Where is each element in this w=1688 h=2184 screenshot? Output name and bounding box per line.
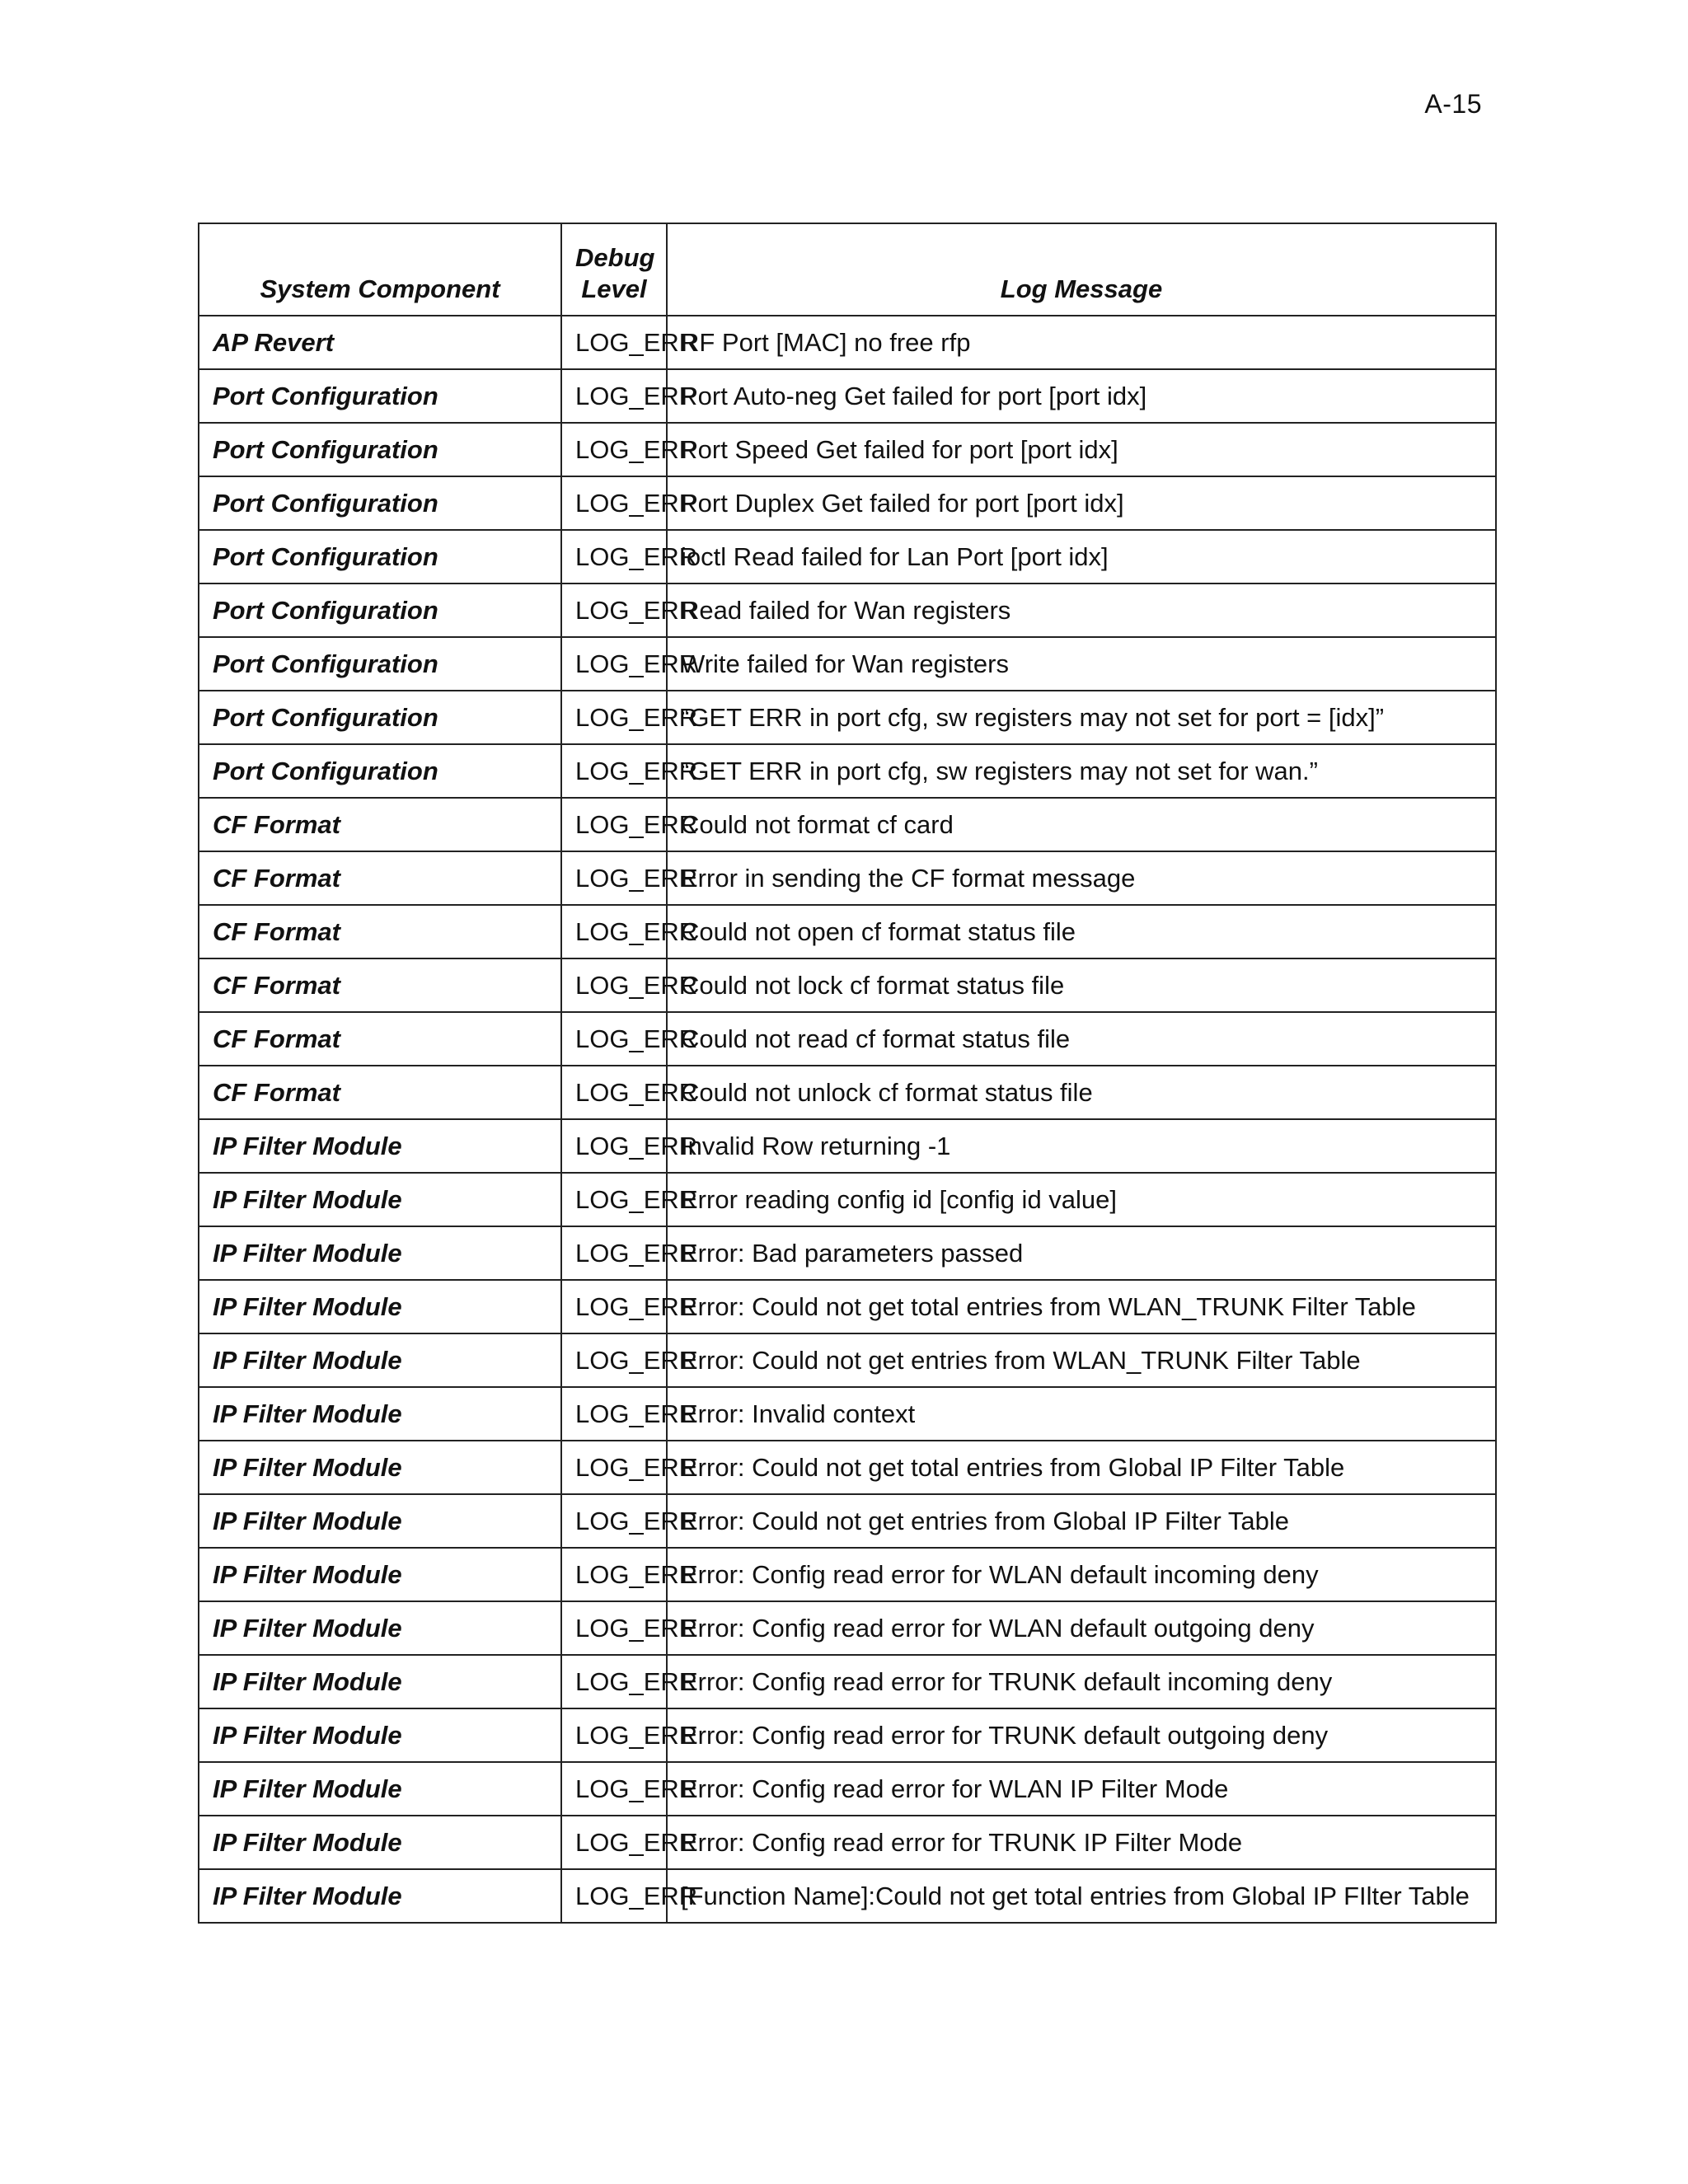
cell-system-component: IP Filter Module (199, 1119, 561, 1173)
table-row (199, 798, 1496, 851)
table-row (199, 637, 1496, 691)
cell-log-message: Error: Config read error for TRUNK default outgoing deny (667, 1708, 1496, 1762)
cell-system-component: CF Format (199, 1066, 561, 1119)
cell-debug-level: LOG_ERR (561, 744, 667, 798)
cell-debug-level: LOG_ERR (561, 1869, 667, 1923)
cell-debug-level: LOG_ERR (561, 423, 667, 476)
cell-debug-level: LOG_ERR (561, 369, 667, 423)
cell-debug-level: LOG_ERR (561, 691, 667, 744)
cell-debug-level: LOG_ERR (561, 1441, 667, 1494)
cell-system-component: IP Filter Module (199, 1601, 561, 1655)
cell-debug-level: LOG_ERR (561, 1066, 667, 1119)
table-row (199, 1655, 1496, 1708)
cell-log-message: “GET ERR in port cfg, sw registers may not set for wan.” (667, 744, 1496, 798)
table-row (199, 1494, 1496, 1548)
header-debug-level-line1: Debug (575, 243, 655, 272)
cell-debug-level: LOG_ERR (561, 530, 667, 583)
table-row (199, 1816, 1496, 1869)
cell-log-message: Could not read cf format status file (667, 1012, 1496, 1066)
cell-system-component: IP Filter Module (199, 1173, 561, 1226)
cell-system-component: Port Configuration (199, 369, 561, 423)
header-debug-level (561, 223, 667, 316)
cell-debug-level: LOG_ERR (561, 1119, 667, 1173)
table-row (199, 1762, 1496, 1816)
table-row (199, 423, 1496, 476)
cell-log-message: Error reading config id [config id value] (667, 1173, 1496, 1226)
cell-system-component: IP Filter Module (199, 1280, 561, 1333)
table-row (199, 691, 1496, 744)
table-row (199, 1869, 1496, 1923)
cell-log-message: Error: Config read error for TRUNK IP Filter Mode (667, 1816, 1496, 1869)
cell-debug-level: LOG_ERR (561, 905, 667, 958)
cell-log-message: Error: Config read error for TRUNK default incoming deny (667, 1655, 1496, 1708)
table-row (199, 1280, 1496, 1333)
cell-system-component: IP Filter Module (199, 1708, 561, 1762)
header-row (199, 223, 1496, 316)
cell-log-message: RF Port [MAC] no free rfp (667, 316, 1496, 369)
cell-log-message: Port Speed Get failed for port [port idx] (667, 423, 1496, 476)
cell-system-component: IP Filter Module (199, 1548, 561, 1601)
cell-debug-level: LOG_ERR (561, 637, 667, 691)
cell-system-component: IP Filter Module (199, 1226, 561, 1280)
cell-debug-level: LOG_ERR (561, 1548, 667, 1601)
cell-debug-level: LOG_ERR (561, 1816, 667, 1869)
cell-debug-level: LOG_ERR (561, 316, 667, 369)
cell-debug-level: LOG_ERR (561, 1280, 667, 1333)
cell-system-component: Port Configuration (199, 744, 561, 798)
table-row (199, 1708, 1496, 1762)
table-header (199, 223, 1496, 316)
table-row (199, 1226, 1496, 1280)
cell-debug-level: LOG_ERR (561, 1173, 667, 1226)
table-row (199, 905, 1496, 958)
cell-system-component: Port Configuration (199, 530, 561, 583)
cell-system-component: IP Filter Module (199, 1816, 561, 1869)
cell-log-message: Could not open cf format status file (667, 905, 1496, 958)
cell-debug-level: LOG_ERR (561, 1333, 667, 1387)
table-row (199, 1119, 1496, 1173)
cell-debug-level: LOG_ERR (561, 798, 667, 851)
cell-system-component: IP Filter Module (199, 1655, 561, 1708)
cell-log-message: Error: Bad parameters passed (667, 1226, 1496, 1280)
cell-system-component: AP Revert (199, 316, 561, 369)
cell-system-component: IP Filter Module (199, 1333, 561, 1387)
cell-log-message: Error: Config read error for WLAN default incoming deny (667, 1548, 1496, 1601)
cell-log-message: Port Duplex Get failed for port [port idx] (667, 476, 1496, 530)
cell-debug-level: LOG_ERR (561, 1012, 667, 1066)
cell-log-message: Error in sending the CF format message (667, 851, 1496, 905)
table-row (199, 583, 1496, 637)
table-row (199, 1548, 1496, 1601)
table-row (199, 1441, 1496, 1494)
cell-system-component: CF Format (199, 798, 561, 851)
table-row (199, 958, 1496, 1012)
cell-debug-level: LOG_ERR (561, 1226, 667, 1280)
cell-debug-level: LOG_ERR (561, 1494, 667, 1548)
header-system-component: System Component (199, 223, 561, 316)
cell-log-message: Error: Config read error for WLAN IP Filter Mode (667, 1762, 1496, 1816)
cell-system-component: IP Filter Module (199, 1494, 561, 1548)
cell-debug-level: LOG_ERR (561, 1708, 667, 1762)
cell-system-component: IP Filter Module (199, 1762, 561, 1816)
cell-debug-level: LOG_ERR (561, 851, 667, 905)
cell-system-component: Port Configuration (199, 583, 561, 637)
cell-system-component: CF Format (199, 1012, 561, 1066)
cell-debug-level: LOG_ERR (561, 1655, 667, 1708)
cell-system-component: IP Filter Module (199, 1869, 561, 1923)
cell-log-message: Could not unlock cf format status file (667, 1066, 1496, 1119)
page-number: A-15 (1424, 89, 1482, 119)
cell-debug-level: LOG_ERR (561, 958, 667, 1012)
cell-system-component: Port Configuration (199, 476, 561, 530)
cell-log-message: Read failed for Wan registers (667, 583, 1496, 637)
table-row (199, 316, 1496, 369)
cell-log-message: Error: Could not get entries from WLAN_TRUNK Filter Table (667, 1333, 1496, 1387)
table-row (199, 1601, 1496, 1655)
cell-debug-level: LOG_ERR (561, 476, 667, 530)
table-row (199, 744, 1496, 798)
cell-system-component: Port Configuration (199, 637, 561, 691)
cell-log-message: Could not format cf card (667, 798, 1496, 851)
cell-system-component: Port Configuration (199, 691, 561, 744)
cell-debug-level: LOG_ERR (561, 583, 667, 637)
cell-system-component: CF Format (199, 905, 561, 958)
cell-log-message: Write failed for Wan registers (667, 637, 1496, 691)
log-message-table (198, 223, 1497, 1924)
cell-log-message: ioctl Read failed for Lan Port [port idx] (667, 530, 1496, 583)
table-row (199, 851, 1496, 905)
cell-log-message: Error: Invalid context (667, 1387, 1496, 1441)
cell-system-component: IP Filter Module (199, 1441, 561, 1494)
table-row (199, 1066, 1496, 1119)
table-row (199, 369, 1496, 423)
cell-debug-level: LOG_ERR (561, 1762, 667, 1816)
header-log-message: Log Message (667, 223, 1496, 316)
table-row (199, 476, 1496, 530)
cell-log-message: Error: Could not get entries from Global IP Filter Table (667, 1494, 1496, 1548)
table-body (199, 316, 1496, 1923)
table-row (199, 1173, 1496, 1226)
table-row (199, 1012, 1496, 1066)
table-row (199, 1387, 1496, 1441)
cell-system-component: CF Format (199, 958, 561, 1012)
header-debug-level-line2: Level (581, 274, 647, 303)
cell-log-message: Could not lock cf format status file (667, 958, 1496, 1012)
table-row (199, 1333, 1496, 1387)
cell-log-message: Invalid Row returning -1 (667, 1119, 1496, 1173)
cell-debug-level: LOG_ERR (561, 1601, 667, 1655)
cell-log-message: “GET ERR in port cfg, sw registers may not set for port = [idx]” (667, 691, 1496, 744)
cell-debug-level: LOG_ERR (561, 1387, 667, 1441)
cell-system-component: Port Configuration (199, 423, 561, 476)
cell-system-component: CF Format (199, 851, 561, 905)
cell-log-message: [Function Name]:Could not get total entries from Global IP FIlter Table (667, 1869, 1496, 1923)
cell-log-message: Error: Could not get total entries from Global IP Filter Table (667, 1441, 1496, 1494)
cell-log-message: Error: Could not get total entries from WLAN_TRUNK Filter Table (667, 1280, 1496, 1333)
cell-log-message: Port Auto-neg Get failed for port [port idx] (667, 369, 1496, 423)
table-row (199, 530, 1496, 583)
cell-system-component: IP Filter Module (199, 1387, 561, 1441)
cell-log-message: Error: Config read error for WLAN default outgoing deny (667, 1601, 1496, 1655)
